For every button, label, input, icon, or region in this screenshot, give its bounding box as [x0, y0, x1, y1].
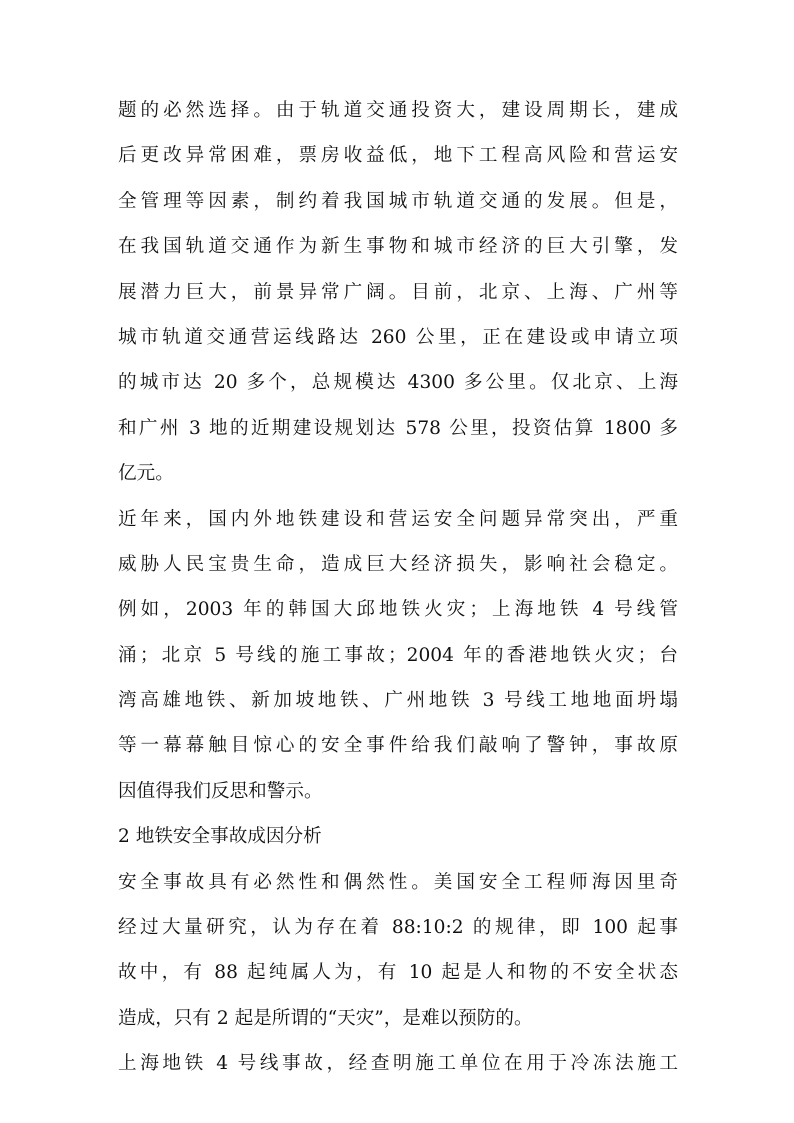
text-line: 湾高雄地铁、新加坡地铁、广州地铁 3 号线工地地面坍塌: [118, 690, 678, 712]
text-line: 和广州 3 地的近期建设规划达 578 公里，投资估算 1800 多: [118, 417, 678, 439]
document-body: [118, 88, 678, 1087]
text-line: 城市轨道交通营运线路达 260 公里，正在建设或申请立项: [118, 326, 678, 348]
text-line: 题的必然选择。由于轨道交通投资大，建设周期长，建成: [118, 100, 678, 121]
text-line: 等一幕幕触目惊心的安全事件给我们敲响了警钟，事故原: [118, 735, 678, 757]
text-line: 涌；北京 5 号线的施工事故；2004 年的香港地铁火灾；台: [118, 644, 678, 666]
text-line: 经过大量研究，认为存在着 88:10:2 的规律，即 100 起事: [118, 917, 678, 939]
text-line: 威胁人民宝贵生命，造成巨大经济损失，影响社会稳定。: [118, 553, 678, 575]
text-line: 因值得我们反思和警示。: [118, 780, 323, 802]
text-line: 全管理等因素，制约着我国城市轨道交通的发展。但是，: [118, 190, 678, 212]
text-line: 的城市达 20 多个，总规模达 4300 多公里。仅北京、上海: [118, 372, 678, 394]
text-line: 造成，只有 2 起是所谓的“天灾”，是难以预防的。: [118, 1007, 533, 1029]
text-line: 上海地铁 4 号线事故，经查明施工单位在用于冷冻法施工: [118, 1053, 678, 1075]
text-line: 近年来，国内外地铁建设和营运安全问题异常突出，严重: [118, 508, 678, 530]
text-line: 亿元。: [118, 463, 174, 485]
text-line: 例如，2003 年的韩国大邱地铁火灾；上海地铁 4 号线管: [118, 599, 678, 621]
text-line: 2 地铁安全事故成因分析: [118, 826, 322, 848]
text-line: 安全事故具有必然性和偶然性。美国安全工程师海因里奇: [118, 871, 678, 893]
text-line: 在我国轨道交通作为新生事物和城市经济的巨大引擎，发: [118, 236, 678, 258]
text-line: 故中，有 88 起纯属人为，有 10 起是人和物的不安全状态: [118, 962, 678, 984]
text-line: 后更改异常困难，票房收益低，地下工程高风险和营运安: [118, 145, 678, 167]
text-line: 展潜力巨大，前景异常广阔。目前，北京、上海、广州等: [118, 281, 678, 303]
